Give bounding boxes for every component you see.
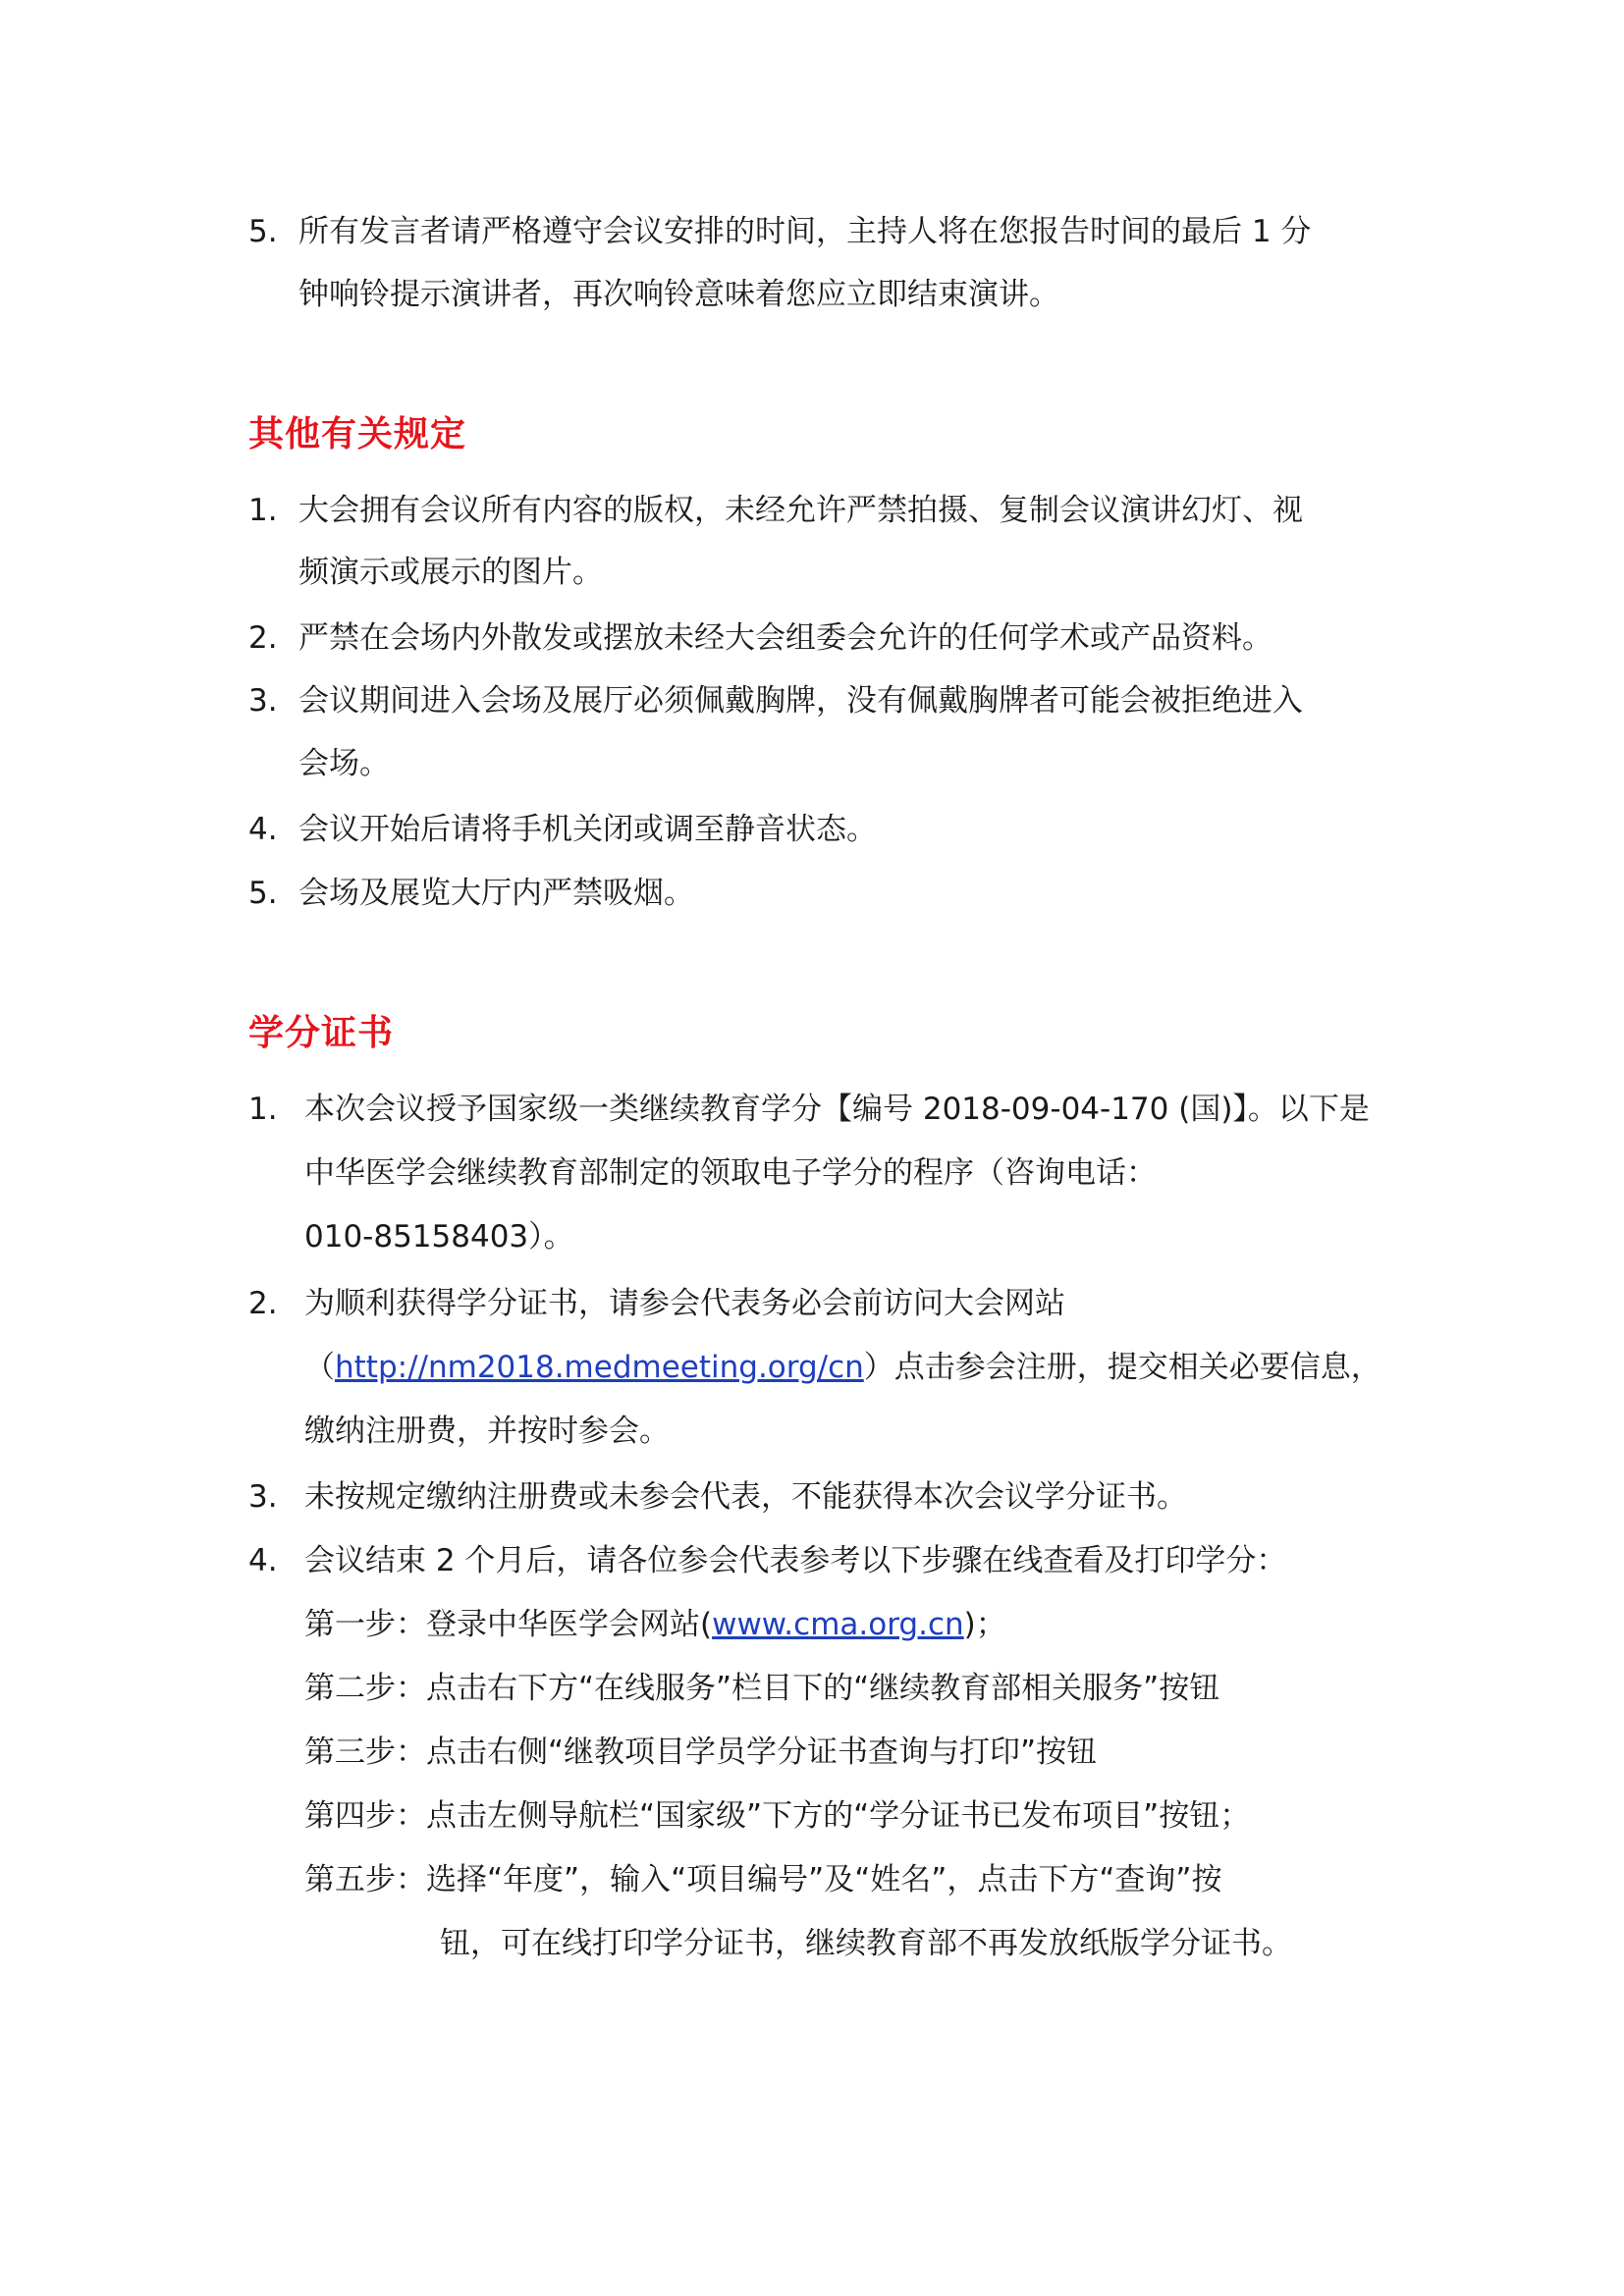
list-number: 4. — [248, 812, 278, 847]
list-number: 1. — [248, 493, 278, 528]
step-1-text: 第一步：登录中华医学会网站( — [304, 1607, 713, 1642]
step-5: 第五步：选择“年度”，输入“项目编号”及“姓名”，点击下方“查询”按 — [304, 1862, 1222, 1897]
step-3: 第三步：点击右侧“继教项目学员学分证书查询与打印”按钮 — [304, 1735, 1098, 1770]
list-item-text: 未按规定缴纳注册费或未参会代表，不能获得本次会议学分证书。 — [304, 1479, 1187, 1515]
list-item-text: 会场及展览大厅内严禁吸烟。 — [298, 876, 694, 911]
list-item-text: 所有发言者请严格遵守会议安排的时间，主持人将在您报告时间的最后 1 分 — [298, 214, 1312, 249]
conference-website-link[interactable]: http://nm2018.medmeeting.org/cn — [335, 1350, 864, 1385]
list-number: 3. — [248, 683, 278, 719]
list-item-text: 严禁在会场内外散发或摆放未经大会组委会允许的任何学术或产品资料。 — [298, 620, 1272, 656]
list-item-text-tail: ）点击参会注册，提交相关必要信息， — [863, 1350, 1381, 1385]
paren-open: （ — [304, 1350, 335, 1385]
list-item-text: 本次会议授予国家级一类继续教育学分【编号 2018-09-04-170 (国)】。以下是 — [304, 1092, 1370, 1127]
list-item-text: 大会拥有会议所有内容的版权，未经允许严禁拍摄、复制会议演讲幻灯、视 — [298, 493, 1303, 528]
list-item-text: 频演示或展示的图片。 — [298, 555, 603, 590]
list-item-text: 会议结束 2 个月后，请各位参会代表参考以下步骤在线查看及打印学分： — [304, 1543, 1287, 1578]
list-item-text: 中华医学会继续教育部制定的领取电子学分的程序（咨询电话： — [304, 1155, 1157, 1191]
list-item-text: 为顺利获得学分证书，请参会代表务必会前访问大会网站 — [304, 1286, 1065, 1321]
step-1-tail: )； — [963, 1607, 1006, 1642]
list-item-text: 会议期间进入会场及展厅必须佩戴胸牌，没有佩戴胸牌者可能会被拒绝进入 — [298, 683, 1303, 719]
list-number: 3. — [248, 1479, 278, 1515]
list-item-text: 缴纳注册费，并按时参会。 — [304, 1414, 670, 1449]
list-item-text: 会场。 — [298, 746, 390, 781]
list-item-text — [304, 1348, 1381, 1387]
list-item-text: 010-85158403）。 — [304, 1219, 574, 1255]
list-number: 1. — [248, 1092, 278, 1127]
section-heading-other-rules: 其他有关规定 — [248, 414, 467, 454]
list-number: 2. — [248, 620, 278, 656]
cma-website-link[interactable]: www.cma.org.cn — [712, 1607, 964, 1642]
list-number: 4. — [248, 1543, 278, 1578]
step-4: 第四步：点击左侧导航栏“国家级”下方的“学分证书已发布项目”按钮； — [304, 1798, 1251, 1834]
list-number: 2. — [248, 1286, 278, 1321]
list-number: 5. — [248, 214, 278, 249]
list-item-text: 会议开始后请将手机关闭或调至静音状态。 — [298, 812, 877, 847]
step-1 — [304, 1605, 1006, 1644]
section-heading-credits: 学分证书 — [248, 1013, 395, 1053]
step-5-continued: 钮，可在线打印学分证书，继续教育部不再发放纸版学分证书。 — [440, 1926, 1292, 1961]
list-item-text: 钟响铃提示演讲者，再次响铃意味着您应立即结束演讲。 — [298, 277, 1059, 312]
step-2: 第二步：点击右下方“在线服务”栏目下的“继续教育部相关服务”按钮 — [304, 1671, 1220, 1706]
list-number: 5. — [248, 876, 278, 911]
